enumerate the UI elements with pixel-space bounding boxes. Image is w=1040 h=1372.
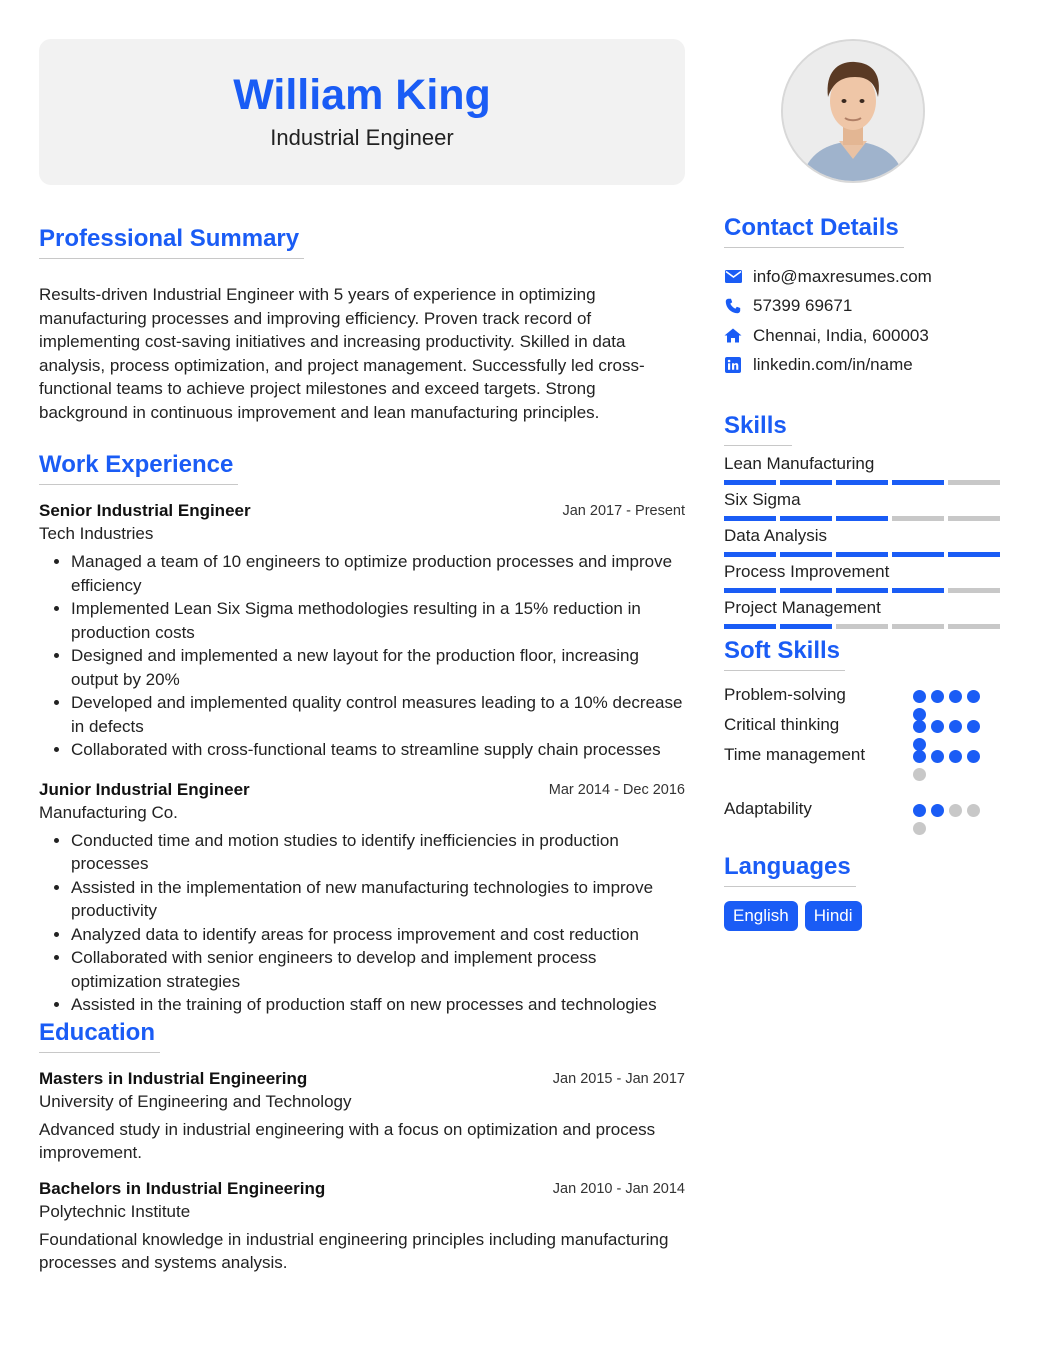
skill-segment-filled <box>724 588 776 593</box>
skill-segment-filled <box>780 552 832 557</box>
job-role: Junior Industrial Engineer <box>39 779 250 799</box>
contact-phone[interactable] <box>724 292 1000 322</box>
job-bullets <box>39 550 685 762</box>
contact-heading: Contact Details <box>724 214 904 248</box>
skill-item <box>724 562 1000 593</box>
languages-heading: Languages <box>724 853 856 887</box>
contact-phone-text: 57399 69671 <box>753 296 853 316</box>
skill-segment-filled <box>780 480 832 485</box>
soft-skill-item <box>724 745 1000 799</box>
skill-segment-filled <box>892 552 944 557</box>
skill-segment-empty <box>892 516 944 521</box>
skill-segment-filled <box>948 552 1000 557</box>
skills-heading: Skills <box>724 412 792 446</box>
skill-level-bar <box>724 516 1000 521</box>
job-bullet: • Assisted in the implementation of new manufacturing technologies to improve productivity <box>71 876 685 923</box>
languages-list <box>724 901 1000 931</box>
summary-text: Results-driven Industrial Engineer with 5 years of experience in optimizing manufacturing processes and improving efficiency. Proven track record of implementing cost-saving initiatives and increasing productivity. Skilled in data analysis, process optimization, and project management. Successfully led cross-functional teams to achieve project milestones and exceed targets. Strong background in continuous improvement and lean manufacturing principles. <box>39 285 645 422</box>
skill-segment-filled <box>724 624 776 629</box>
skill-item <box>724 526 1000 557</box>
job-bullets <box>39 829 685 1017</box>
rating-dot-filled <box>967 690 980 703</box>
rating-dot-filled <box>913 720 926 733</box>
job-entry <box>39 780 685 1017</box>
skill-segment-empty <box>948 624 1000 629</box>
contact-email[interactable] <box>724 262 1000 292</box>
language-badge: English <box>724 901 798 931</box>
education-desc: Advanced study in industrial engineering with a focus on optimization and process improvement. <box>39 1119 656 1162</box>
person-avatar-icon <box>783 41 923 181</box>
skill-segment-filled <box>724 516 776 521</box>
skill-name: Project Management <box>724 598 881 617</box>
rating-dot-filled <box>931 750 944 763</box>
home-icon <box>724 327 742 345</box>
candidate-name: William King <box>233 71 491 119</box>
contact-list <box>724 262 1000 380</box>
job-bullet: • Collaborated with cross-functional teams to streamline supply chain processes <box>71 738 685 762</box>
skill-segment-filled <box>892 588 944 593</box>
education-heading: Education <box>39 1019 160 1053</box>
envelope-icon <box>724 268 742 286</box>
skill-level-bar <box>724 588 1000 593</box>
skill-segment-filled <box>836 552 888 557</box>
education-date: Jan 2010 - Jan 2014 <box>552 1180 685 1197</box>
soft-skill-rating <box>913 804 993 835</box>
education-desc: Foundational knowledge in industrial engineering principles including manufacturing processes and systems analysis. <box>39 1229 669 1272</box>
soft-skill-item <box>724 715 1000 745</box>
rating-dot-filled <box>931 804 944 817</box>
job-bullet: • Implemented Lean Six Sigma methodologies resulting in a 15% reduction in production costs <box>71 597 685 644</box>
job-bullet: • Conducted time and motion studies to identify inefficiencies in production processes <box>71 829 685 876</box>
job-bullet: • Collaborated with senior engineers to develop and implement process optimization strategies <box>71 946 685 993</box>
soft-skill-name: Time management <box>724 745 866 764</box>
side-column <box>724 39 1000 931</box>
job-company: Manufacturing Co. <box>39 802 178 822</box>
candidate-title: Industrial Engineer <box>270 125 454 150</box>
rating-dot-filled <box>967 750 980 763</box>
degree: Bachelors in Industrial Engineering <box>39 1178 326 1198</box>
work-heading: Work Experience <box>39 451 238 485</box>
job-role: Senior Industrial Engineer <box>39 501 251 520</box>
job-bullet: • Designed and implemented a new layout for the production floor, increasing output by 20% <box>71 644 685 691</box>
soft-skill-name: Problem-solving <box>724 685 846 704</box>
skill-segment-filled <box>780 588 832 593</box>
skill-segment-filled <box>724 480 776 485</box>
linkedin-icon <box>724 356 742 374</box>
rating-dot-filled <box>931 720 944 733</box>
soft-skill-item <box>724 685 1000 715</box>
rating-dot-filled <box>913 804 926 817</box>
phone-icon <box>724 297 742 315</box>
skill-segment-filled <box>780 516 832 521</box>
rating-dot-empty <box>913 822 926 835</box>
skill-level-bar <box>724 552 1000 557</box>
education-date: Jan 2015 - Jan 2017 <box>552 1070 685 1087</box>
contact-email-text: info@maxresumes.com <box>753 266 932 286</box>
skill-segment-empty <box>948 588 1000 593</box>
job-bullet: • Managed a team of 10 engineers to optimize production processes and improve efficiency <box>71 550 685 597</box>
school: University of Engineering and Technology <box>39 1091 352 1111</box>
skill-level-bar <box>724 480 1000 485</box>
job-company: Tech Industries <box>39 524 154 543</box>
skill-name: Six Sigma <box>724 490 801 509</box>
job-date: Mar 2014 - Dec 2016 <box>548 781 685 798</box>
skill-name: Process Improvement <box>724 562 890 581</box>
rating-dot-empty <box>949 804 962 817</box>
skill-segment-empty <box>892 624 944 629</box>
skill-segment-filled <box>836 480 888 485</box>
language-badge: Hindi <box>805 901 862 931</box>
profile-photo <box>781 39 925 183</box>
skill-segment-empty <box>948 480 1000 485</box>
soft-skills-list <box>724 685 1000 853</box>
job-bullet: • Analyzed data to identify areas for process improvement and cost reduction <box>71 923 685 947</box>
contact-linkedin-text: linkedin.com/in/name <box>753 355 913 375</box>
skill-level-bar <box>724 624 1000 629</box>
rating-dot-filled <box>949 750 962 763</box>
degree: Masters in Industrial Engineering <box>39 1068 308 1088</box>
job-bullet: • Assisted in the training of production staff on new processes and technologies <box>71 993 685 1017</box>
soft-skill-name: Critical thinking <box>724 715 840 734</box>
soft-skill-name: Adaptability <box>724 799 812 818</box>
job-entry <box>39 501 685 762</box>
rating-dot-empty <box>913 768 926 781</box>
skill-segment-filled <box>780 624 832 629</box>
soft-skills-heading: Soft Skills <box>724 637 845 671</box>
main-column <box>39 39 685 1275</box>
contact-address-text: Chennai, India, 600003 <box>753 325 929 345</box>
rating-dot-filled <box>913 690 926 703</box>
skill-item <box>724 598 1000 629</box>
resume-header <box>39 39 685 185</box>
contact-linkedin[interactable] <box>724 351 1000 381</box>
skill-name: Lean Manufacturing <box>724 454 875 473</box>
skill-item <box>724 490 1000 521</box>
skill-item <box>724 454 1000 485</box>
rating-dot-filled <box>913 750 926 763</box>
rating-dot-filled <box>967 720 980 733</box>
skill-segment-empty <box>948 516 1000 521</box>
skill-segment-filled <box>836 588 888 593</box>
skill-segment-filled <box>892 480 944 485</box>
job-bullet: • Developed and implemented quality control measures leading to a 10% decrease in defects <box>71 691 685 738</box>
rating-dot-filled <box>949 690 962 703</box>
skills-list <box>724 454 1000 629</box>
rating-dot-empty <box>967 804 980 817</box>
soft-skill-item <box>724 799 1000 853</box>
education-entry <box>39 1069 685 1165</box>
skill-segment-filled <box>724 552 776 557</box>
school: Polytechnic Institute <box>39 1201 191 1221</box>
soft-skill-rating <box>913 750 993 781</box>
job-date: Jan 2017 - Present <box>562 503 685 519</box>
skill-name: Data Analysis <box>724 526 827 545</box>
contact-address <box>724 321 1000 351</box>
skill-segment-empty <box>836 624 888 629</box>
rating-dot-filled <box>949 720 962 733</box>
summary-heading: Professional Summary <box>39 225 304 259</box>
education-entry <box>39 1179 685 1275</box>
skill-segment-filled <box>836 516 888 521</box>
rating-dot-filled <box>931 690 944 703</box>
